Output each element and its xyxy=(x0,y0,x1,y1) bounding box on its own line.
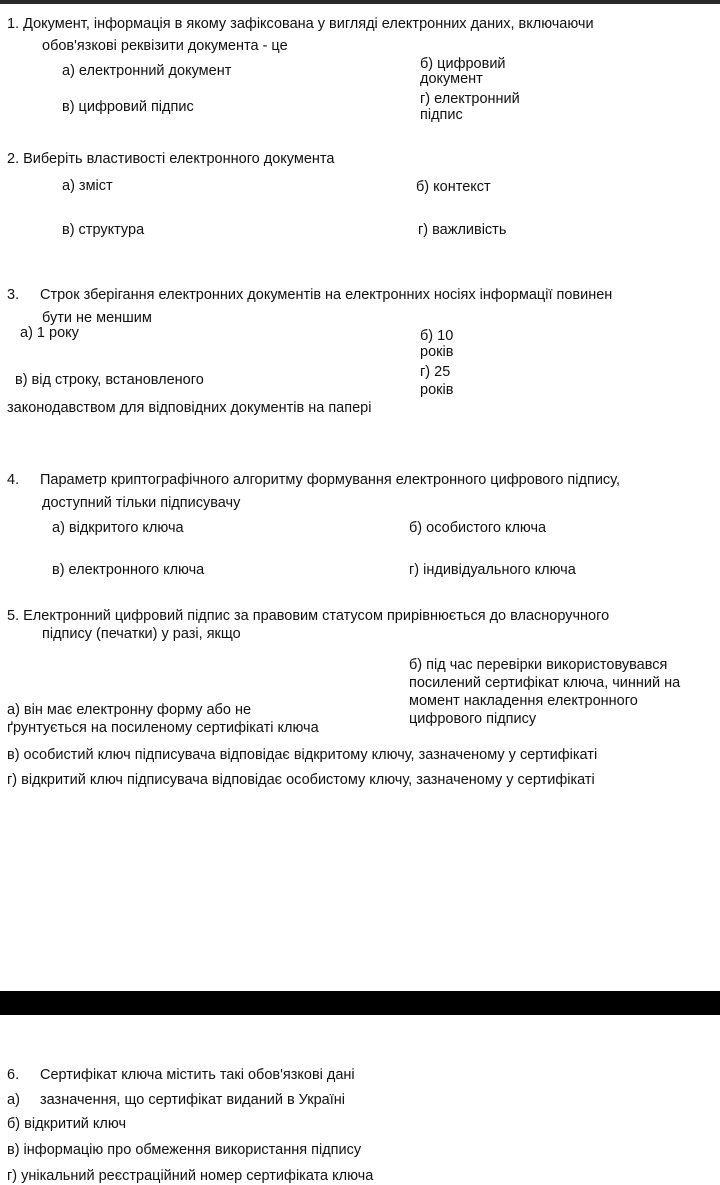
q3-text-line1: Строк зберігання електронних документів на електронних носіях інформації повинен xyxy=(40,287,613,303)
q5-option-b-line2: посилений сертифікат ключа, чинний на xyxy=(409,675,681,691)
q5-option-g: г) відкритий ключ підписувача відповідає особистому ключу, зазначеному у сертифікаті xyxy=(7,772,595,788)
q6-option-g: г) унікальний реєстраційний номер сертифіката ключа xyxy=(7,1168,374,1184)
q1-option-g-line2: підпис xyxy=(420,107,463,123)
q5-option-b-line4: цифрового підпису xyxy=(409,711,537,727)
q4-number: 4. xyxy=(7,472,20,488)
q3-option-b-line2: років xyxy=(420,344,454,360)
q1-text-line1: 1. Документ, інформація в якому зафіксована у вигляді електронних даних, включаючи xyxy=(7,16,594,32)
q4-option-a: а) відкритого ключа xyxy=(52,520,184,536)
q1-option-v: в) цифровий підпис xyxy=(62,99,194,115)
q5-option-b-line3: момент накладення електронного xyxy=(409,693,638,709)
q1-option-g-line1: г) електронний xyxy=(420,91,520,107)
black-divider-band xyxy=(0,991,720,1015)
q2-option-g: г) важливість xyxy=(418,222,507,238)
q6-option-a-label: а) xyxy=(7,1092,20,1108)
q5-text-line2: підпису (печатки) у разі, якщо xyxy=(42,626,241,642)
q2-option-v: в) структура xyxy=(62,222,145,238)
q6-option-b: б) відкритий ключ xyxy=(7,1116,127,1132)
q3-option-v-continuation: законодавством для відповідних документів на папері xyxy=(7,400,372,416)
q1-text-line2: обов'язкові реквізити документа - це xyxy=(42,38,288,54)
q3-option-a: а) 1 року xyxy=(20,325,79,341)
top-border xyxy=(0,0,720,4)
q5-option-v: в) особистий ключ підписувача відповідає відкритому ключу, зазначеному у сертифікаті xyxy=(7,747,598,763)
q1-option-a: а) електронний документ xyxy=(62,63,232,79)
q5-option-b-line1: б) під час перевірки використовувався xyxy=(409,657,668,673)
q6-number: 6. xyxy=(7,1067,20,1083)
q1-option-b-line2: документ xyxy=(420,71,483,87)
q4-option-v: в) електронного ключа xyxy=(52,562,205,578)
q2-option-a: а) зміст xyxy=(62,178,113,194)
q3-option-g-line1: г) 25 xyxy=(420,364,451,380)
q6-text: Сертифікат ключа містить такі обов'язкові дані xyxy=(40,1067,355,1083)
q4-option-g: г) індивідуального ключа xyxy=(409,562,576,578)
q1-option-b-line1: б) цифровий xyxy=(420,56,506,72)
q4-text-line1: Параметр криптографічного алгоритму формування електронного цифрового підпису, xyxy=(40,472,620,488)
q3-number: 3. xyxy=(7,287,20,303)
q4-text-line2: доступний тільки підписувачу xyxy=(42,495,241,511)
q4-option-b: б) особистого ключа xyxy=(409,520,547,536)
q3-option-g-line2: років xyxy=(420,382,454,398)
q5-text-line1: 5. Електронний цифровий підпис за правовим статусом прирівнюється до власноручного xyxy=(7,608,610,624)
q6-option-v: в) інформацію про обмеження використання підпису xyxy=(7,1142,362,1158)
q2-text: 2. Виберіть властивості електронного документа xyxy=(7,151,335,167)
q3-option-b-line1: б) 10 xyxy=(420,328,454,344)
q3-text-line2: бути не меншим xyxy=(42,310,152,326)
q6-option-a: зазначення, що сертифікат виданий в Україні xyxy=(40,1092,345,1108)
q3-option-v: в) від строку, встановленого xyxy=(15,372,204,388)
q5-option-a-line2: ґрунтується на посиленому сертифікаті ключа xyxy=(7,720,319,736)
q5-option-a-line1: а) він має електронну форму або не xyxy=(7,702,252,718)
q2-option-b: б) контекст xyxy=(416,179,491,195)
